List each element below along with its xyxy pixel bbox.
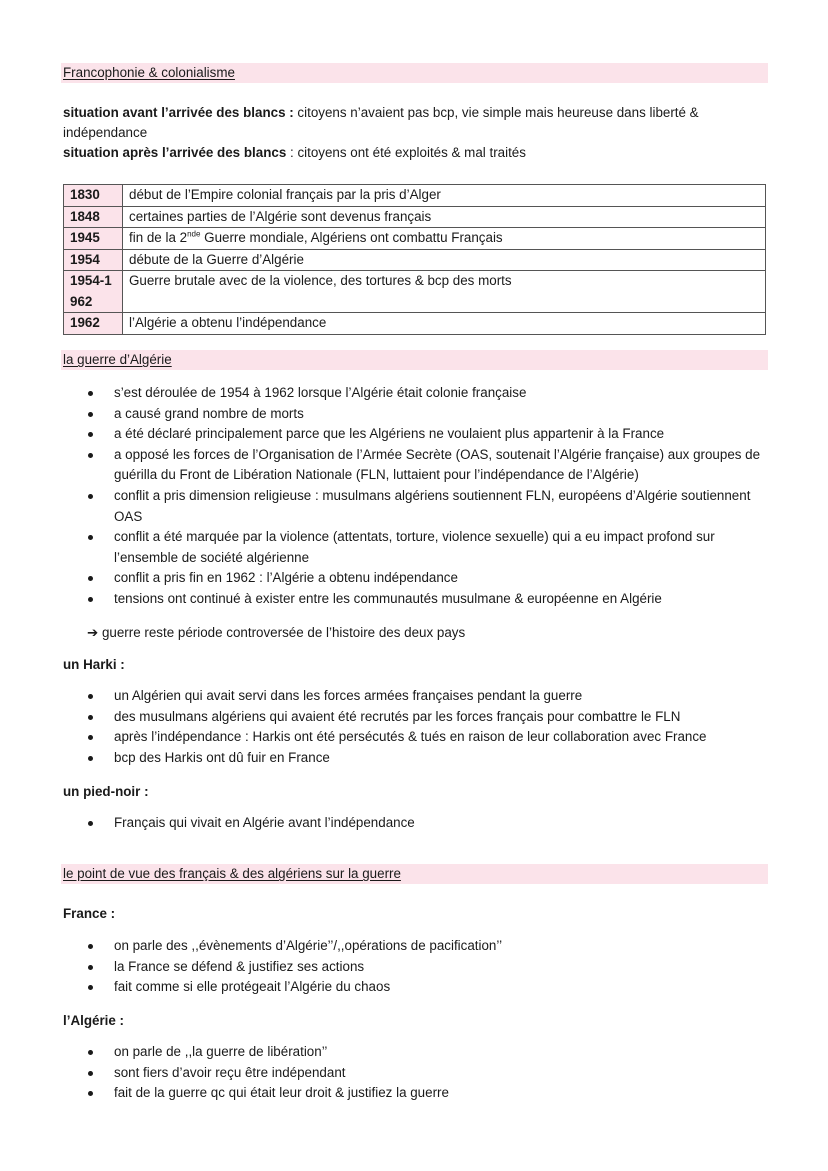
situation-avant-label: situation avant l’arrivée des blancs : bbox=[63, 105, 294, 120]
timeline-event-pre: fin de la 2 bbox=[129, 230, 188, 245]
timeline-year: 1954-1962 bbox=[64, 271, 123, 313]
timeline-year: 1848 bbox=[64, 206, 123, 228]
timeline-event: l’Algérie a obtenu l’indépendance bbox=[123, 313, 766, 335]
list-item: bcp des Harkis ont dû fuir en France bbox=[87, 748, 767, 769]
situation-apres-label: situation après l’arrivée des blancs bbox=[63, 145, 287, 160]
piednoir-list bbox=[87, 813, 767, 834]
situation-avant bbox=[63, 103, 753, 143]
situation-avant-text: citoyens n’avaient pas bcp, vie simple mais heureuse dans liberté & indépendance bbox=[63, 105, 699, 140]
list-item: fait comme si elle protégeait l’Algérie du chaos bbox=[87, 977, 767, 998]
list-item: a causé grand nombre de morts bbox=[87, 404, 767, 425]
table-row bbox=[64, 206, 766, 228]
table-row bbox=[64, 185, 766, 207]
table-row bbox=[64, 249, 766, 271]
conclusion-line bbox=[87, 623, 465, 643]
guerre-list bbox=[87, 383, 767, 610]
list-item: la France se défend & justifiez ses actions bbox=[87, 957, 767, 978]
list-item: un Algérien qui avait servi dans les forces armées françaises pendant la guerre bbox=[87, 686, 767, 707]
list-item: fait de la guerre qc qui était leur droit & justifiez la guerre bbox=[87, 1083, 767, 1104]
list-item: a été déclaré principalement parce que les Algériens ne voulaient plus appartenir à la France bbox=[87, 424, 767, 445]
timeline-table bbox=[63, 184, 766, 335]
arrow-right-icon: ➔ bbox=[87, 625, 99, 640]
timeline-event-post: Guerre mondiale, Algériens ont combattu Français bbox=[200, 230, 503, 245]
france-label: France : bbox=[63, 906, 116, 921]
table-row bbox=[64, 271, 766, 313]
timeline-year: 1962 bbox=[64, 313, 123, 335]
timeline-year: 1954 bbox=[64, 249, 123, 271]
list-item: conflit a été marquée par la violence (attentats, torture, violence sexuelle) qui a eu impact profond sur l’ensemble de société algérienne bbox=[87, 527, 767, 568]
situation-apres bbox=[63, 143, 753, 163]
harki-label: un Harki : bbox=[63, 657, 125, 672]
situation-apres-text: : citoyens ont été exploités & mal traités bbox=[286, 145, 526, 160]
list-item: conflit a pris fin en 1962 : l’Algérie a obtenu indépendance bbox=[87, 568, 767, 589]
list-item: s’est déroulée de 1954 à 1962 lorsque l’Algérie était colonie française bbox=[87, 383, 767, 404]
list-item: après l’indépendance : Harkis ont été persécutés & tués en raison de leur collaboration avec France bbox=[87, 727, 767, 748]
timeline-event bbox=[123, 228, 766, 250]
timeline-event-sup: nde bbox=[187, 229, 201, 239]
timeline-event: certaines parties de l’Algérie sont devenus français bbox=[123, 206, 766, 228]
list-item: des musulmans algériens qui avaient été recrutés par les forces français pour combattre le FLN bbox=[87, 707, 767, 728]
algerie-label: l’Algérie : bbox=[63, 1013, 125, 1028]
heading-guerre-algerie: la guerre d’Algérie bbox=[63, 352, 172, 367]
list-item: tensions ont continué à exister entre les communautés musulmane & européenne en Algérie bbox=[87, 589, 767, 610]
timeline-year: 1830 bbox=[64, 185, 123, 207]
heading-francophonie: Francophonie & colonialisme bbox=[63, 65, 235, 80]
list-item: Français qui vivait en Algérie avant l’indépendance bbox=[87, 813, 767, 834]
harki-list bbox=[87, 686, 767, 768]
table-row bbox=[64, 313, 766, 335]
conclusion-text: guerre reste période controversée de l’histoire des deux pays bbox=[98, 625, 466, 640]
list-item: on parle des ,,évènements d’Algérie’’/,,opérations de pacification’’ bbox=[87, 936, 767, 957]
france-list bbox=[87, 936, 767, 998]
algerie-list bbox=[87, 1042, 767, 1104]
timeline-event: début de l’Empire colonial français par la pris d’Alger bbox=[123, 185, 766, 207]
table-row bbox=[64, 228, 766, 250]
list-item: sont fiers d’avoir reçu être indépendant bbox=[87, 1063, 767, 1084]
timeline-year: 1945 bbox=[64, 228, 123, 250]
list-item: conflit a pris dimension religieuse : musulmans algériens soutiennent FLN, européens d’Algérie soutiennent OAS bbox=[87, 486, 767, 527]
list-item: a opposé les forces de l’Organisation de l’Armée Secrète (OAS, soutenait l’Algérie française) aux groupes de guérilla du Front de Libération Nationale (FLN, luttaient pour l’indépendance de l’Algérie) bbox=[87, 445, 767, 486]
timeline-event: débute de la Guerre d’Algérie bbox=[123, 249, 766, 271]
list-item: on parle de ,,la guerre de libération’’ bbox=[87, 1042, 767, 1063]
piednoir-label: un pied-noir : bbox=[63, 784, 149, 799]
timeline-event: Guerre brutale avec de la violence, des tortures & bcp des morts bbox=[123, 271, 766, 313]
heading-point-de-vue: le point de vue des français & des algériens sur la guerre bbox=[63, 866, 401, 881]
